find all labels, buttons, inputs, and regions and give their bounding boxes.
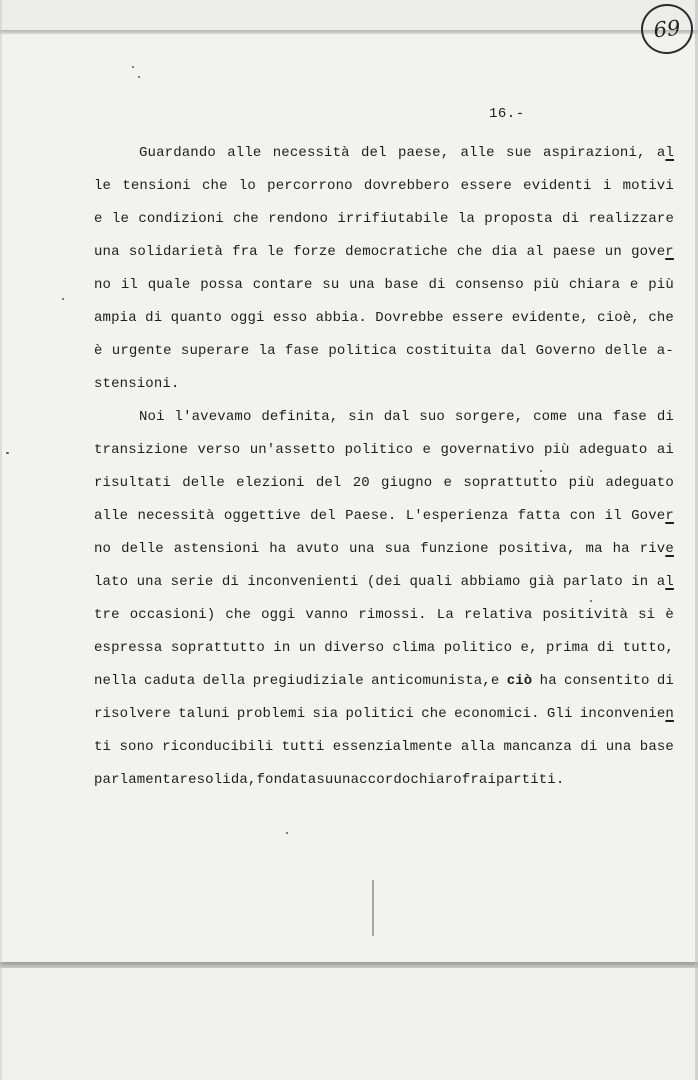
paragraph <box>94 137 674 401</box>
text-line: stensioni. <box>94 376 180 392</box>
text-line: risultati delle elezioni del 20 giugno e soprattutto più adeguato <box>94 475 674 491</box>
text-line: risolvere taluni problemi sia politici che economici. Gli inconvenien <box>94 706 674 722</box>
text-line: Guardando alle necessità del paese, alle sue aspirazioni, al <box>139 145 674 161</box>
typewritten-body <box>94 137 674 797</box>
text-line: alle necessità oggettive del Paese. L'esperienza fatta con il Gover <box>94 508 674 524</box>
page-number: 16.- <box>489 106 525 122</box>
text-line: nella caduta della pregiudiziale anticomunista,e ciò ha consentito di <box>94 673 674 689</box>
text-line: no delle astensioni ha avuto una sua funzione positiva, ma ha rive <box>94 541 674 557</box>
text-line: tre occasioni) che oggi vanno rimossi. La relativa positività si è <box>94 607 674 623</box>
text-line: parlamentare solida, fondata su un accordo chiaro fra i partiti. <box>94 772 565 788</box>
text-line: ti sono riconducibili tutti essenzialmente alla mancanza di una base <box>94 739 674 755</box>
text-line: espressa soprattutto in un diverso clima politico e, prima di tutto, <box>94 640 674 656</box>
text-line: ampia di quanto oggi esso abbia. Dovrebbe essere evidente, cioè, che <box>94 310 674 326</box>
top-scan-margin <box>0 0 698 30</box>
text-line: Noi l'avevamo definita, sin dal suo sorgere, come una fase di <box>139 409 674 425</box>
text-line: le tensioni che lo percorrono dovrebbero essere evidenti i motivi <box>94 178 674 194</box>
bottom-page-edge <box>0 962 698 968</box>
text-line: è urgente superare la fase politica costituita dal Governo delle a- <box>94 343 674 359</box>
left-page-edge <box>0 0 2 1080</box>
text-line: transizione verso un'assetto politico e governativo più adeguato ai <box>94 442 674 458</box>
bottom-scan-margin <box>0 968 698 1080</box>
text-line: lato una serie di inconvenienti (dei quali abbiamo già parlato in al <box>94 574 674 590</box>
top-page-edge <box>0 30 698 34</box>
handwritten-folio-number: 69 <box>639 1 696 56</box>
paragraph <box>94 401 674 797</box>
text-line: no il quale possa contare su una base di consenso più chiara e più <box>94 277 674 293</box>
text-line: e le condizioni che rendono irrifiutabile la proposta di realizzare <box>94 211 674 227</box>
pen-stroke-mark <box>372 880 374 936</box>
text-line: una solidarietà fra le forze democratiche che dia al paese un gover <box>94 244 674 260</box>
